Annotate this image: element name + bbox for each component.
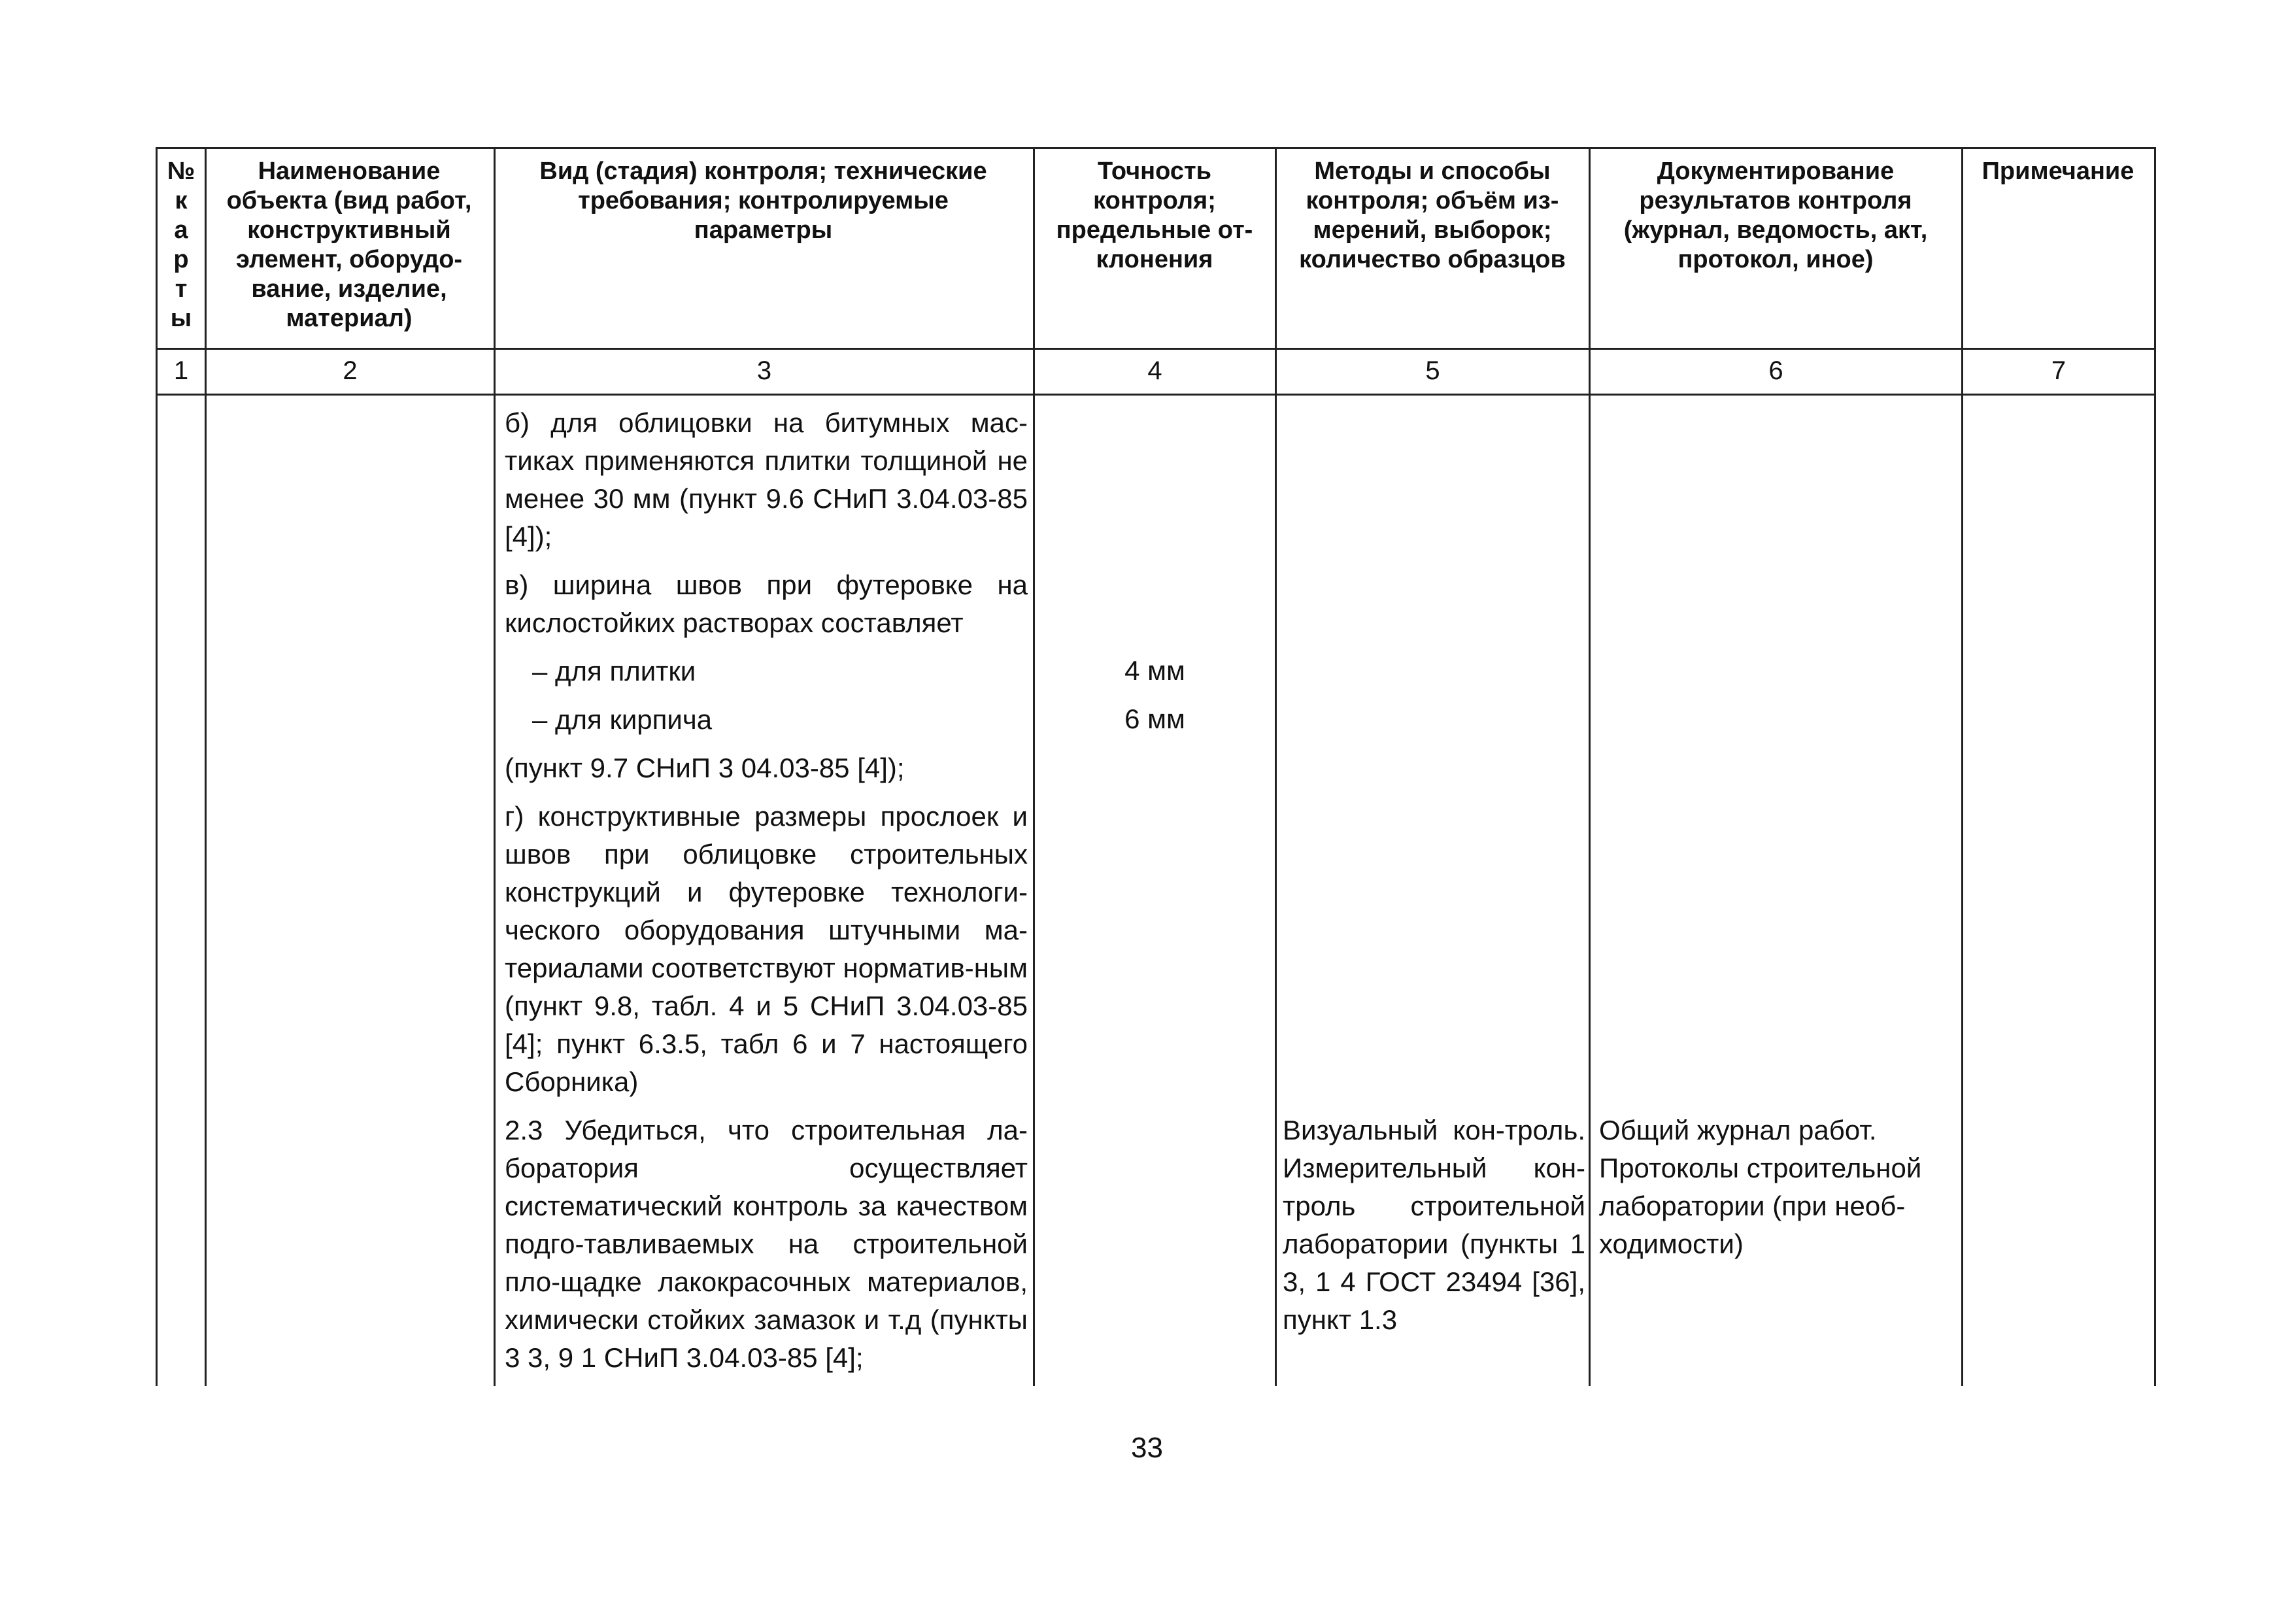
col5-methods: Визуальный кон-троль. Измерительный кон-троль строительной лаборатории (пункты 1 3, 1 4 ГОСТ 23494 [36], пункт 1.3 xyxy=(1283,1115,1585,1335)
requirement-v-brick: – для кирпича xyxy=(532,704,713,735)
header-col6: Документирование результатов контроля (журнал, ведомость, акт, протокол, иное) xyxy=(1623,158,1928,273)
col-border-4 xyxy=(1275,147,1277,1386)
colnum-2: 2 xyxy=(343,356,358,385)
table-top-border xyxy=(156,147,2156,149)
header-col4: Точность контроля; предельные от-клонения xyxy=(1056,158,1253,273)
requirement-v-tile: – для плитки xyxy=(532,656,696,686)
requirement-g: г) конструктивные размеры прослоек и швов при облицовке строительных конструкций и футеровке технологи-ческого оборудования штучными ма-териалами соответствуют норматив-ным (пункт 9.8, табл. 4 и 5 СНиП 3.04.03-85 [4]; пункт 6.3.5, табл 6 и 7 настоящего Сборника) xyxy=(505,801,1028,1097)
header-col1: № к а р т ы xyxy=(167,158,195,332)
tolerance-brick: 6 мм xyxy=(1124,703,1185,734)
col3-content xyxy=(505,404,1028,1387)
requirement-b: б) для облицовки на битумных мас-тиках применяются плитки толщиной не менее 30 мм (пункт 9.6 СНиП 3.04.03-85 [4]); xyxy=(505,407,1028,552)
col-border-7 xyxy=(2154,147,2156,1386)
colnum-1: 1 xyxy=(173,356,189,385)
colnum-7: 7 xyxy=(2051,356,2066,385)
requirement-2-3: 2.3 Убедиться, что строительная ла-боратория осуществляет систематический контроль за качеством подго-тавливаемых на строительной пло-щадке лакокрасочных материалов, химически стойких замазок и т.д (пункты 3 3, 9 1 СНиП 3.04.03-85 [4]; xyxy=(505,1115,1028,1373)
colnum-5: 5 xyxy=(1425,356,1440,385)
page-number: 33 xyxy=(1131,1432,1163,1464)
col-border-2 xyxy=(494,147,496,1386)
colnum-6: 6 xyxy=(1768,356,1783,385)
col-border-1 xyxy=(205,147,207,1386)
header-col2: Наименование объекта (вид работ, конструктивный элемент, оборудо-вание, изделие, материал) xyxy=(226,158,472,332)
header-col5: Методы и способы контроля; объём из-мерений, выборок; количество образцов xyxy=(1299,158,1566,273)
col-border-5 xyxy=(1589,147,1591,1386)
col6-documentation: Общий журнал работ. Протоколы строительной лаборатории (при необ-ходимости) xyxy=(1599,1115,1922,1259)
col-border-3 xyxy=(1033,147,1035,1386)
tolerance-tile: 4 мм xyxy=(1124,655,1185,686)
numbers-row-bottom-border xyxy=(156,394,2156,396)
header-col7: Примечание xyxy=(1982,158,2134,185)
colnum-3: 3 xyxy=(756,356,772,385)
col-border-6 xyxy=(1961,147,1963,1386)
header-col3: Вид (стадия) контроля; технические требования; контролируемые параметры xyxy=(539,158,987,244)
requirement-v-ref: (пункт 9.7 СНиП 3 04.03-85 [4]); xyxy=(505,753,905,783)
colnum-4: 4 xyxy=(1147,356,1162,385)
requirement-v: в) ширина швов при футеровке на кислостойких растворах составляет xyxy=(505,569,1028,638)
